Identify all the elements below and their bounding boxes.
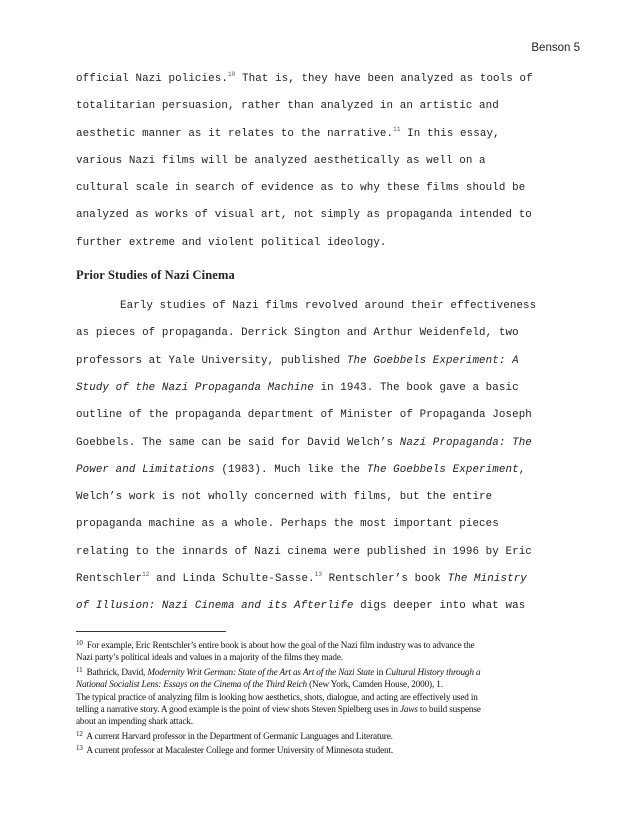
footnote-text: A current professor at Macalester College and former University of Minnesota student. bbox=[84, 745, 394, 756]
text-run: and Linda Schulte-Sasse. bbox=[149, 573, 315, 586]
footnote-11-cont: about an impending shark attack. bbox=[76, 716, 193, 727]
text-line: outline of the propaganda department of Minister of Propaganda Joseph bbox=[76, 409, 532, 422]
footnote-title: Cultural History through a bbox=[385, 666, 481, 677]
footnote-number: 13 bbox=[76, 744, 83, 753]
text-line: Welch’s work is not wholly concerned with films, but the entire bbox=[76, 491, 493, 504]
footnote-10 bbox=[76, 637, 576, 651]
text-line bbox=[76, 70, 566, 97]
text-run: Rentschler’s book bbox=[322, 573, 448, 586]
book-title: Nazi Propaganda: The bbox=[399, 436, 532, 449]
footnote-11-cont bbox=[76, 703, 576, 715]
footnote-text: (New York, Camden House, 2000), 1. bbox=[306, 679, 443, 690]
book-title: of Illusion: Nazi Cinema and its Afterlife bbox=[76, 600, 354, 613]
footnote-text: For example, Eric Rentschler’s entire book is about how the goal of the Nazi film industry was to advance the bbox=[84, 640, 475, 650]
body-text bbox=[76, 70, 566, 625]
text-line: totalitarian persuasion, rather than analyzed in an artistic and bbox=[76, 100, 499, 113]
text-line: propaganda machine as a whole. Perhaps the most important pieces bbox=[76, 518, 499, 531]
footnote-13 bbox=[76, 742, 576, 756]
footnote-ref[interactable]: 12 bbox=[142, 571, 150, 579]
footnote-ref[interactable]: 11 bbox=[393, 125, 401, 133]
footnote-title: Modernity Writ German: State of the Art as Art of the Nazi State bbox=[147, 666, 375, 677]
text-line: relating to the innards of Nazi cinema were published in 1996 by Eric bbox=[76, 545, 532, 558]
text-line bbox=[76, 570, 566, 597]
book-title: The Goebbels Experiment: A bbox=[346, 354, 519, 367]
book-title: The Goebbels Experiment bbox=[366, 463, 519, 476]
text-line bbox=[76, 379, 566, 406]
book-title: The Ministry bbox=[447, 573, 527, 586]
footnote-number: 11 bbox=[76, 665, 83, 674]
text-run: That is, they have been analyzed as tools of bbox=[235, 73, 533, 85]
text-line bbox=[76, 461, 566, 488]
text-run: aesthetic manner as it relates to the narrative. bbox=[76, 127, 394, 140]
text-line: Early studies of Nazi films revolved around their effectiveness bbox=[120, 300, 537, 313]
footnote-title: Jaws bbox=[400, 704, 418, 715]
footnote-text: A current Harvard professor in the Department of Germanic Languages and Literature. bbox=[84, 730, 393, 741]
text-line: as pieces of propaganda. Derrick Sington and Arthur Weidenfeld, two bbox=[76, 327, 519, 340]
text-line: further extreme and violent political ideology. bbox=[76, 236, 387, 249]
text-run: professors at Yale University, published bbox=[76, 354, 347, 367]
footnote-12 bbox=[76, 728, 576, 742]
text-line: various Nazi films will be analyzed aesthetically as well on a bbox=[76, 154, 486, 167]
text-run: In this essay, bbox=[400, 127, 500, 140]
text-line: cultural scale in search of evidence as to why these films should be bbox=[76, 182, 526, 195]
footnote-number: 12 bbox=[76, 729, 83, 738]
footnotes bbox=[76, 637, 576, 757]
text-run: official Nazi policies. bbox=[76, 73, 228, 85]
page-header: Benson 5 bbox=[531, 42, 580, 54]
text-run: digs deeper into what was bbox=[353, 600, 526, 613]
footnote-ref[interactable]: 10 bbox=[227, 71, 236, 78]
footnote-text: Bathrick, David, bbox=[84, 666, 148, 677]
text-line bbox=[76, 434, 566, 461]
footnote-11-cont: The typical practice of analyzing film is looking how aesthetics, shots, dialogue, and acting are effectively used in bbox=[76, 691, 478, 702]
footnote-10-cont: Nazi party’s political ideals and values in a majority of the films they made. bbox=[76, 652, 343, 663]
text-run: (1983). Much like the bbox=[214, 463, 367, 476]
footnote-ref[interactable]: 13 bbox=[314, 571, 323, 579]
section-heading: Prior Studies of Nazi Cinema bbox=[76, 268, 235, 283]
footnote-text: telling a narrative story. A good example is the point of view shots Steven Spielberg uses in bbox=[76, 704, 400, 715]
text-line: analyzed as works of visual art, not simply as propaganda intended to bbox=[76, 209, 532, 222]
text-line bbox=[76, 352, 566, 379]
footnote-number: 10 bbox=[76, 639, 83, 647]
text-line bbox=[76, 597, 566, 624]
footnote-text: to build suspense bbox=[417, 704, 481, 715]
footnote-11 bbox=[76, 664, 576, 678]
footnote-text: in bbox=[374, 666, 386, 677]
book-title: Power and Limitations bbox=[76, 463, 215, 476]
text-run: , bbox=[518, 463, 526, 476]
text-run: Goebbels. The same can be said for David Welch’s bbox=[76, 436, 400, 449]
text-line bbox=[76, 125, 566, 152]
footnote-title: National Socialist Lens: Essays on the Cinema of the Third Reich bbox=[76, 679, 307, 690]
text-run: Rentschler bbox=[76, 573, 143, 586]
footnote-divider bbox=[76, 631, 226, 632]
footnote-11-cont bbox=[76, 678, 576, 690]
book-title: Study of the Nazi Propaganda Machine bbox=[76, 381, 314, 394]
text-run: in 1943. The book gave a basic bbox=[313, 381, 519, 394]
